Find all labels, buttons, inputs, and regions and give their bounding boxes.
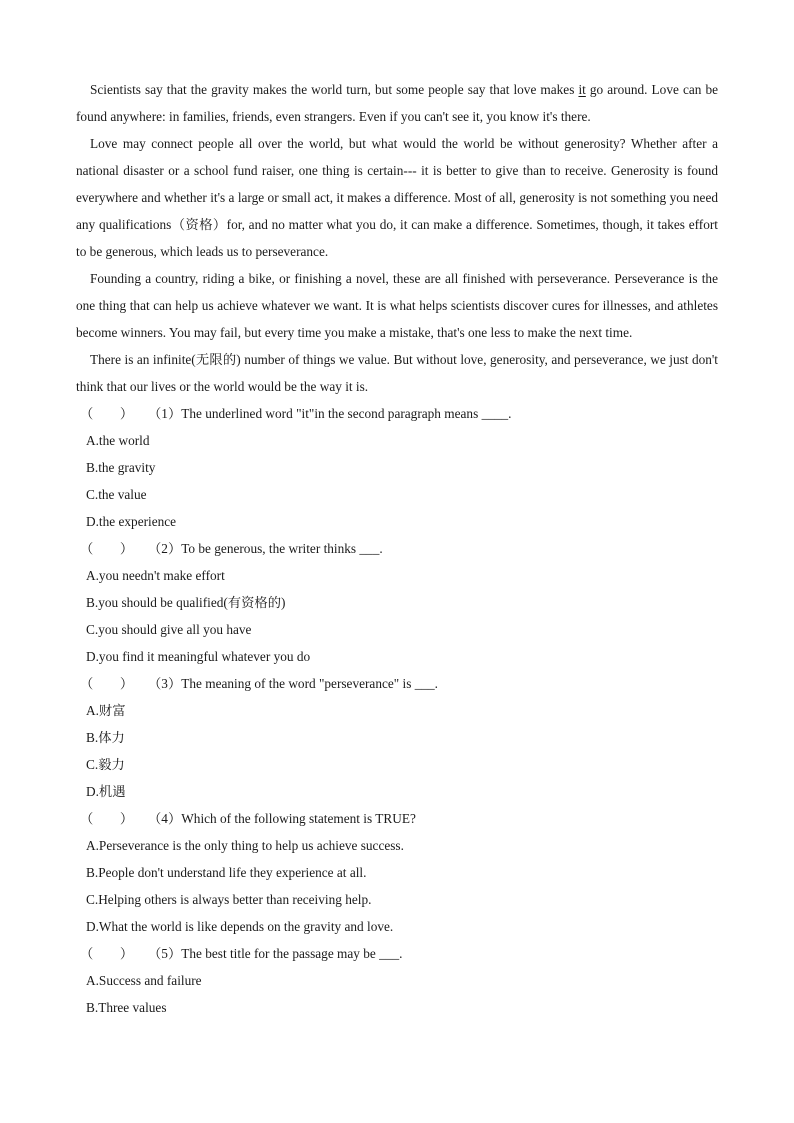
answer-bracket: （ ） (80, 946, 134, 961)
option-c: C.you should give all you have (86, 622, 252, 637)
option-b: B.People don't understand life they experience at all. (86, 865, 367, 880)
option-c: C.Helping others is always better than receiving help. (86, 892, 372, 907)
option-b: B.you should be qualified(有资格的) (86, 595, 286, 610)
option-b: B.the gravity (86, 460, 156, 475)
question-stem (76, 535, 718, 562)
passage-paragraph-4: There is an infinite(无限的) number of things we value. But without love, generosity, and perseverance, we just don't think that our lives or the world would be the way it is. (76, 352, 718, 394)
answer-bracket: （ ） (80, 676, 134, 691)
question-text: （5）The best title for the passage may be ___. (148, 946, 403, 961)
option-d: D.you find it meaningful whatever you do (86, 649, 311, 664)
passage-paragraph-1 (76, 76, 718, 130)
passage-paragraph-2: Love may connect people all over the world, but what would the world be without generosity? Whether after a national disaster or a school fund raiser, one thing is certain--- it is better to give than to receive. Generosity is found everywhere and whether it's a large or small act, it makes a difference. Most of all, generosity is not something you need any qualifications（资格）for, and no matter what you do, it can make a difference. Sometimes, though, it takes effort to be generous, which leads us to perseverance. (76, 136, 718, 259)
answer-bracket: （ ） (80, 406, 134, 421)
question-2 (76, 535, 718, 670)
option-d: D.What the world is like depends on the gravity and love. (86, 919, 394, 934)
option-b: B.体力 (86, 730, 125, 745)
question-text: （2）To be generous, the writer thinks ___. (148, 541, 383, 556)
question-5 (76, 940, 718, 1021)
option-a: A.the world (86, 433, 150, 448)
option-a: A.财富 (86, 703, 126, 718)
option-b: B.Three values (86, 1000, 167, 1015)
option-a: A.you needn't make effort (86, 568, 225, 583)
answer-bracket: （ ） (80, 541, 134, 556)
paragraph-1-text-after: go around. Love can be found anywhere: in families, friends, even strangers. Even if you can't see it, you know it's there. (76, 82, 718, 124)
option-a: A.Perseverance is the only thing to help us achieve success. (86, 838, 404, 853)
document-page (76, 76, 718, 1021)
question-1 (76, 400, 718, 535)
question-4 (76, 805, 718, 940)
paragraph-1-text-before: Scientists say that the gravity makes the world turn, but some people say that love makes (90, 82, 575, 97)
option-c: C.the value (86, 487, 147, 502)
passage-paragraph-3: Founding a country, riding a bike, or finishing a novel, these are all finished with perseverance. Perseverance is the one thing that can help us achieve whatever we want. It is what helps scientists discover cures for illnesses, and athletes become winners. You may fail, but every time you make a mistake, that's one less to make the next time. (76, 271, 718, 340)
option-d: D.机遇 (86, 784, 126, 799)
question-3 (76, 670, 718, 805)
question-stem (76, 940, 718, 967)
question-text: （4）Which of the following statement is TRUE? (148, 811, 416, 826)
answer-bracket: （ ） (80, 811, 134, 826)
option-c: C.毅力 (86, 757, 125, 772)
question-text: （1）The underlined word "it"in the second paragraph means ____. (148, 406, 512, 421)
underlined-word-it: it (578, 82, 586, 97)
option-a: A.Success and failure (86, 973, 202, 988)
question-stem (76, 670, 718, 697)
option-d: D.the experience (86, 514, 177, 529)
question-text: （3）The meaning of the word "perseverance" is ___. (148, 676, 438, 691)
question-stem (76, 805, 718, 832)
question-stem (76, 400, 718, 427)
